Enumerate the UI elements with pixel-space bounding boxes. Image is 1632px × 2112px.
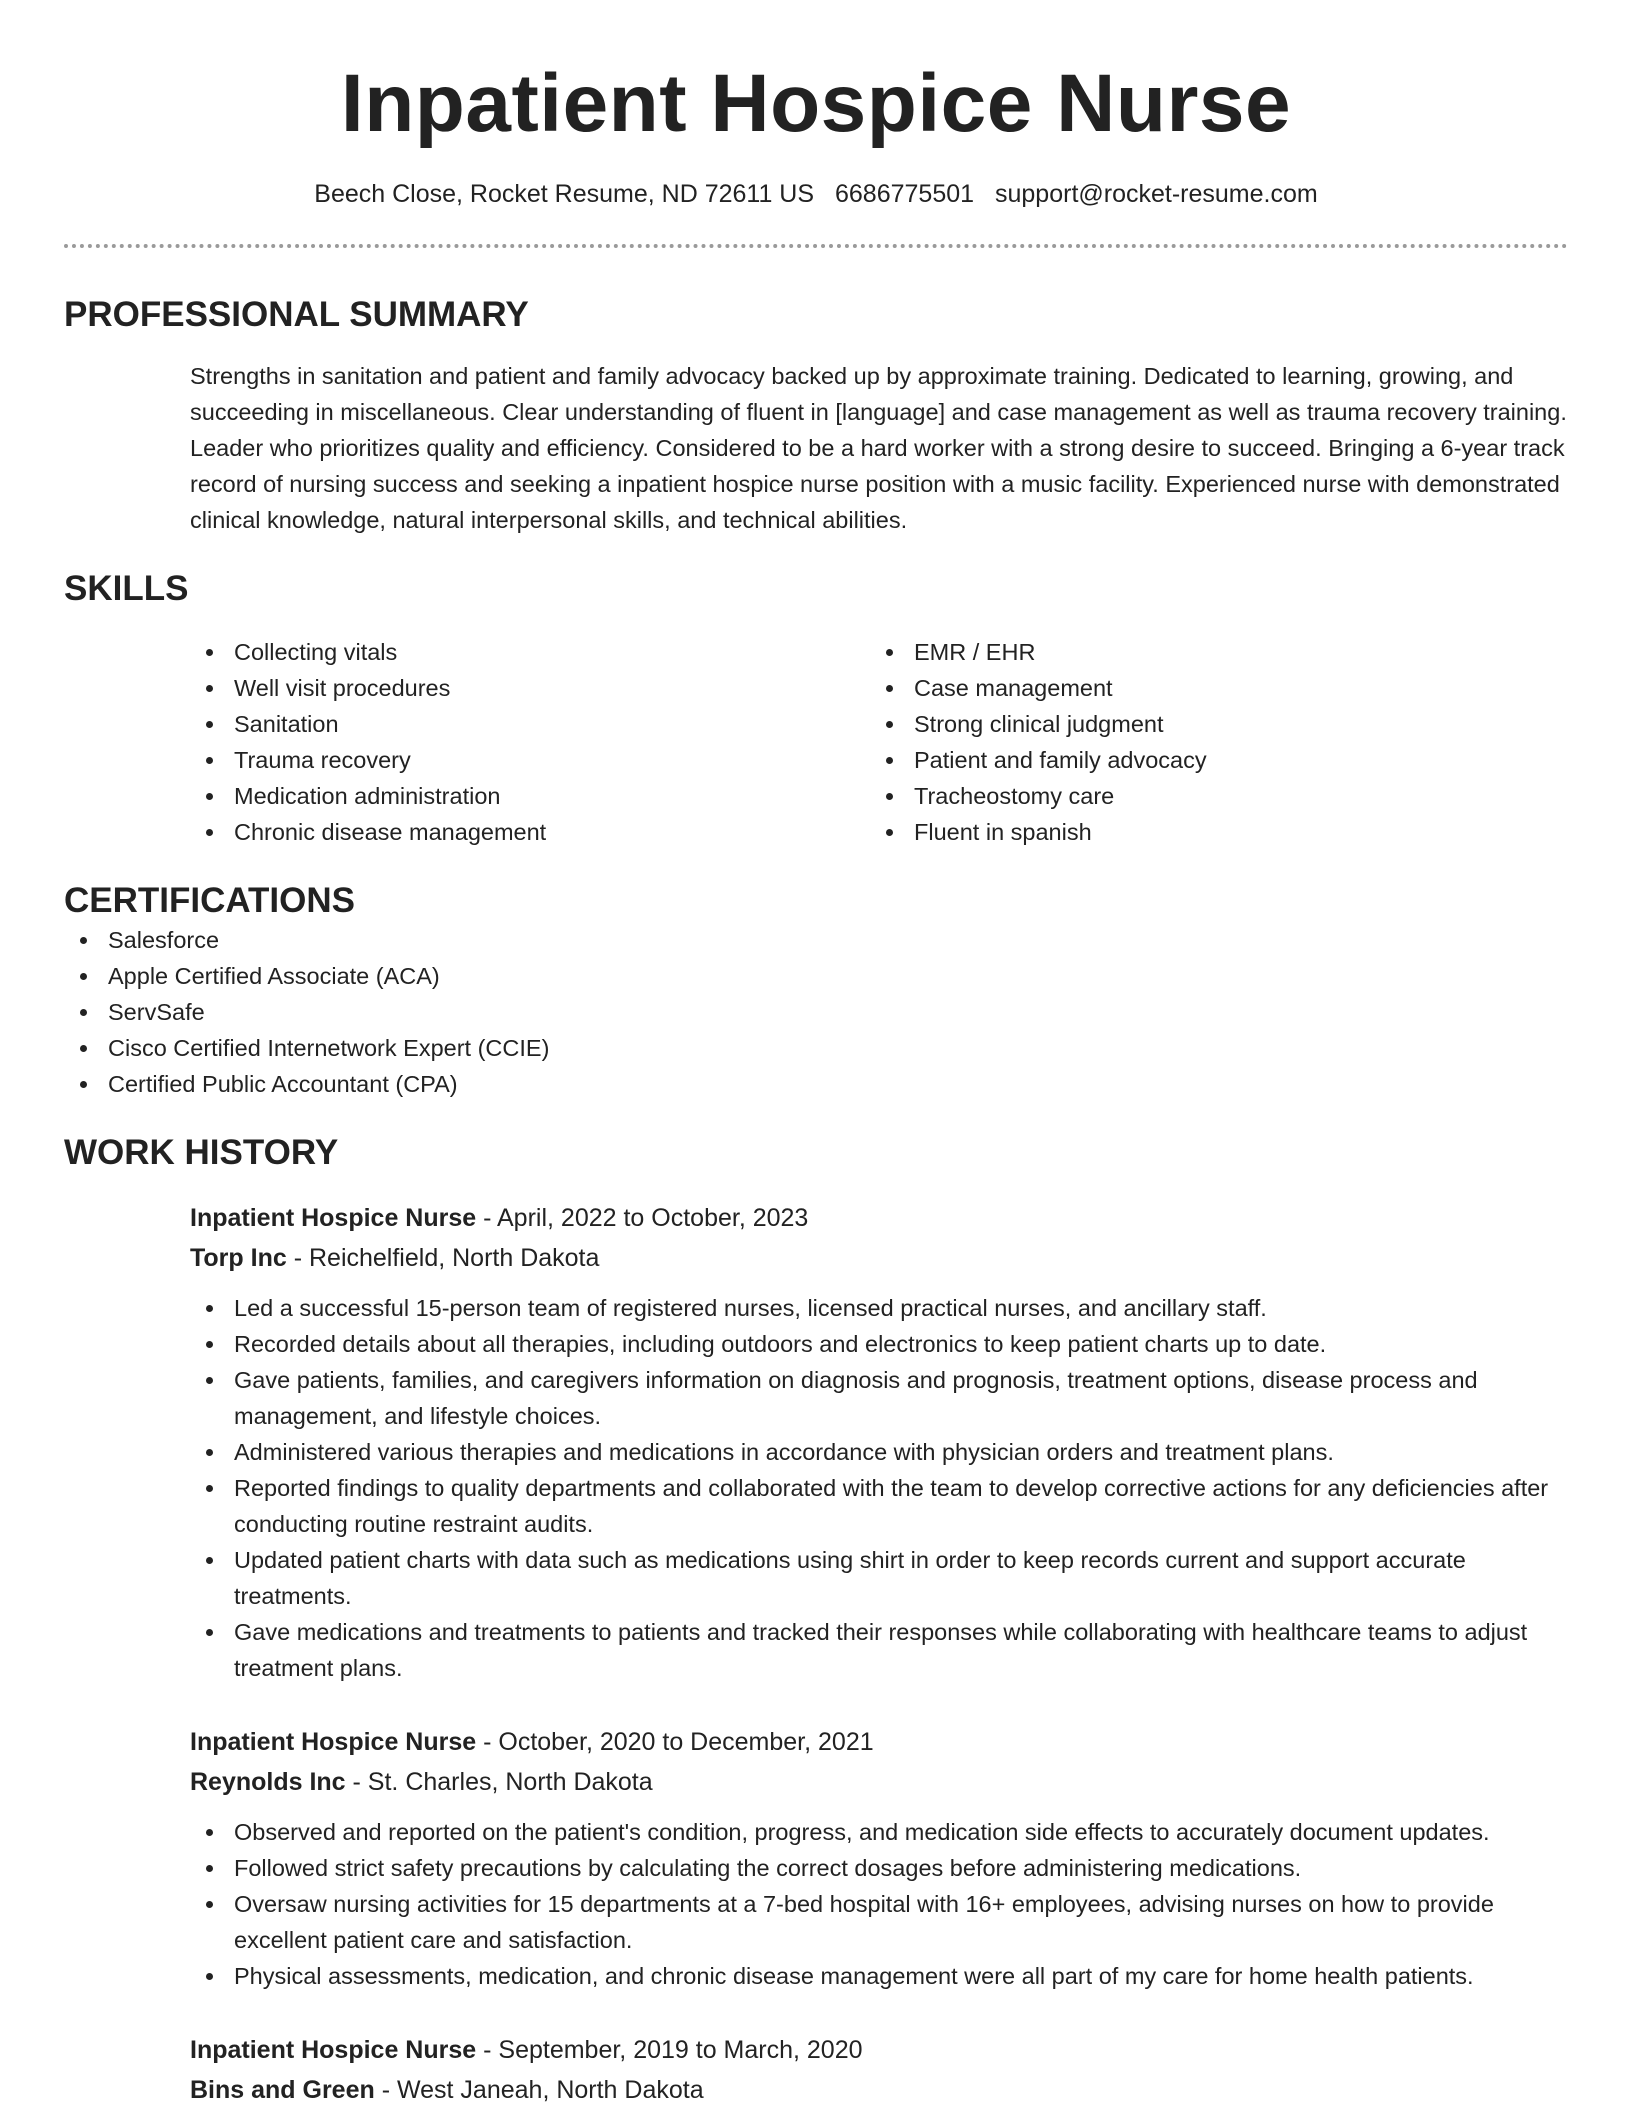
skill-item: Case management — [870, 670, 1550, 706]
job-duty: Reported findings to quality departments and collaborated with the team to develop corrective actions for any deficiencies after conducting routine restraint audits. — [190, 1470, 1568, 1542]
job-location: - West Janeah, North Dakota — [374, 2076, 704, 2104]
certification-item: Apple Certified Associate (ACA) — [64, 958, 1568, 994]
job-entry — [190, 1198, 1568, 1686]
skill-item: Medication administration — [190, 778, 870, 814]
certification-item: Salesforce — [64, 922, 1568, 958]
job-duty: Administered various therapies and medications in accordance with physician orders and treatment plans. — [190, 1434, 1568, 1470]
skill-item: Collecting vitals — [190, 634, 870, 670]
job-location: - Reichelfield, North Dakota — [286, 1244, 600, 1272]
skills-heading: SKILLS — [64, 569, 189, 608]
job-title-line — [190, 1722, 1568, 1762]
contact-line — [64, 178, 1568, 210]
job-entry — [190, 1722, 1568, 1994]
certifications-heading: CERTIFICATIONS — [64, 881, 356, 920]
job-dates: - October, 2020 to December, 2021 — [476, 1728, 874, 1756]
certification-item: Certified Public Accountant (CPA) — [64, 1066, 1568, 1102]
skill-item: Patient and family advocacy — [870, 742, 1550, 778]
certification-item: ServSafe — [64, 994, 1568, 1030]
contact-email: support@rocket-resume.com — [995, 180, 1318, 208]
job-role: Inpatient Hospice Nurse — [190, 1204, 477, 1232]
job-company-line — [190, 2070, 1568, 2110]
resume-page — [64, 0, 1568, 2110]
job-dates: - September, 2019 to March, 2020 — [476, 2036, 863, 2064]
skill-item: Strong clinical judgment — [870, 706, 1550, 742]
job-company-line — [190, 1762, 1568, 1802]
certifications-list — [64, 922, 1568, 1102]
job-company: Bins and Green — [190, 2076, 375, 2104]
skill-item: Sanitation — [190, 706, 870, 742]
job-duty: Gave patients, families, and caregivers information on diagnosis and prognosis, treatment options, disease process and management, and lifestyle choices. — [190, 1362, 1568, 1434]
job-title-line — [190, 2030, 1568, 2070]
job-duty: Updated patient charts with data such as medications using shirt in order to keep records current and support accurate treatments. — [190, 1542, 1568, 1614]
skills-columns — [190, 634, 1568, 850]
job-dates: - April, 2022 to October, 2023 — [476, 1204, 809, 1232]
resume-name: Inpatient Hospice Nurse — [340, 58, 1292, 149]
job-company: Torp Inc — [190, 1244, 287, 1272]
job-company-line — [190, 1238, 1568, 1278]
job-role: Inpatient Hospice Nurse — [190, 2036, 477, 2064]
skill-item: Chronic disease management — [190, 814, 870, 850]
skill-item: Fluent in spanish — [870, 814, 1550, 850]
job-duties-list — [190, 1290, 1568, 1686]
job-duty: Led a successful 15-person team of registered nurses, licensed practical nurses, and ancillary staff. — [190, 1290, 1568, 1326]
skill-item: EMR / EHR — [870, 634, 1550, 670]
job-duty: Observed and reported on the patient's condition, progress, and medication side effects to accurately document updates. — [190, 1814, 1568, 1850]
job-duty: Oversaw nursing activities for 15 departments at a 7-bed hospital with 16+ employees, advising nurses on how to provide excellent patient care and satisfaction. — [190, 1886, 1568, 1958]
skills-list-right — [870, 634, 1550, 850]
job-entry — [190, 2030, 1568, 2110]
summary-text: Strengths in sanitation and patient and family advocacy backed up by approximate training. Dedicated to learning, growing, and succeeding in miscellaneous. Clear understanding of fluent in [language] and case management as well as trauma recovery training. Leader who prioritizes quality and efficiency. Considered to be a hard worker with a strong desire to succeed. Bringing a 6-year track record of nursing success and seeking a inpatient hospice nurse position with a music facility. Experienced nurse with demonstrated clinical knowledge, natural interpersonal skills, and technical abilities. — [190, 363, 1567, 533]
job-duty: Gave medications and treatments to patients and tracked their responses while collaborating with healthcare teams to adjust treatment plans. — [190, 1614, 1568, 1686]
job-title-line — [190, 1198, 1568, 1238]
skill-item: Tracheostomy care — [870, 778, 1550, 814]
certification-item: Cisco Certified Internetwork Expert (CCIE) — [64, 1030, 1568, 1066]
job-duty: Physical assessments, medication, and chronic disease management were all part of my care for home health patients. — [190, 1958, 1568, 1994]
job-duty: Recorded details about all therapies, including outdoors and electronics to keep patient charts up to date. — [190, 1326, 1568, 1362]
skill-item: Well visit procedures — [190, 670, 870, 706]
work-history-heading: WORK HISTORY — [64, 1133, 339, 1172]
contact-phone: 6686775501 — [835, 180, 975, 208]
header-divider — [64, 244, 1568, 248]
skills-list-left — [190, 634, 870, 850]
job-duty: Followed strict safety precautions by calculating the correct dosages before administering medications. — [190, 1850, 1568, 1886]
job-duties-list — [190, 1814, 1568, 1994]
contact-address: Beech Close, Rocket Resume, ND 72611 US — [314, 180, 815, 208]
job-location: - St. Charles, North Dakota — [345, 1768, 653, 1796]
skill-item: Trauma recovery — [190, 742, 870, 778]
job-role: Inpatient Hospice Nurse — [190, 1728, 477, 1756]
job-company: Reynolds Inc — [190, 1768, 346, 1796]
summary-heading: PROFESSIONAL SUMMARY — [64, 295, 529, 334]
